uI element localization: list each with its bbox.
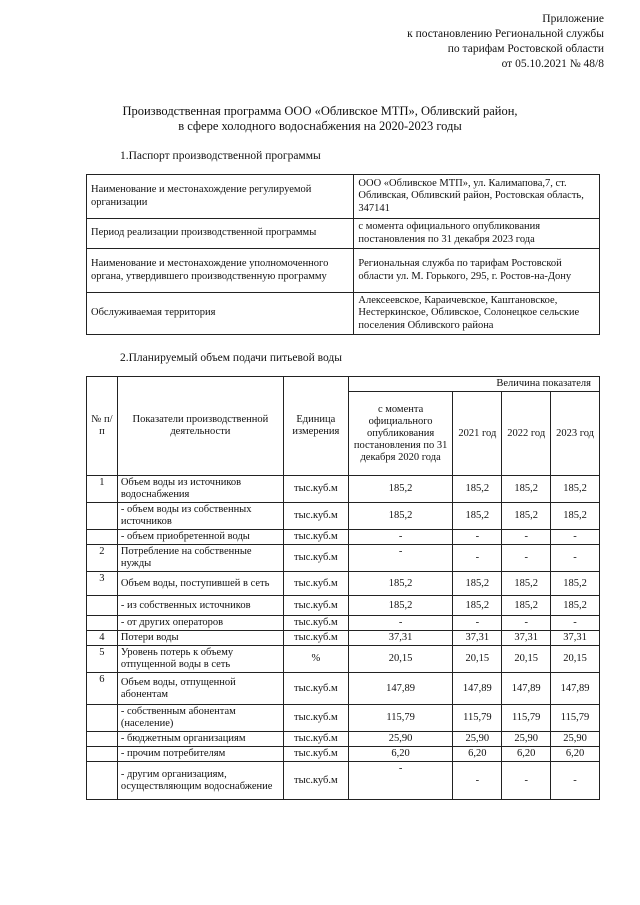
row-2021: 185,2 — [453, 596, 502, 616]
passport-row — [87, 175, 600, 219]
header-2023: 2023 год — [551, 392, 600, 476]
row-num: 3 — [87, 572, 118, 596]
row-2023: 185,2 — [551, 476, 600, 503]
row-2022: - — [502, 545, 551, 572]
row-2021: - — [453, 616, 502, 631]
row-2022: - — [502, 530, 551, 545]
table-row — [87, 631, 600, 646]
document-title — [0, 104, 640, 134]
row-unit: тыс.куб.м — [283, 530, 348, 545]
row-2023: 147,89 — [551, 673, 600, 705]
row-name: Объем воды, отпущенной абонентам — [117, 673, 283, 705]
table-row — [87, 673, 600, 705]
row-2021: 185,2 — [453, 476, 502, 503]
row-v0: 115,79 — [348, 705, 453, 732]
row-unit: тыс.куб.м — [283, 747, 348, 762]
row-2022: 147,89 — [502, 673, 551, 705]
row-v0: 185,2 — [348, 596, 453, 616]
row-unit: тыс.куб.м — [283, 631, 348, 646]
passport-row — [87, 219, 600, 249]
row-v0: 185,2 — [348, 476, 453, 503]
row-unit: тыс.куб.м — [283, 476, 348, 503]
row-name: Уровень потерь к объему отпущенной воды в сеть — [117, 646, 283, 673]
row-2022: 115,79 — [502, 705, 551, 732]
passport-row — [87, 293, 600, 335]
row-2023: 37,31 — [551, 631, 600, 646]
appendix-line-4: от 05.10.2021 № 48/8 — [501, 58, 604, 70]
table-row — [87, 572, 600, 596]
table-row — [87, 545, 600, 572]
passport-value: Региональная служба по тарифам Ростовской области ул. М. Горького, 295, г. Ростов-на-Дону — [354, 249, 600, 293]
row-v0: 6,20 — [348, 747, 453, 762]
row-2023: 115,79 — [551, 705, 600, 732]
row-2021: 37,31 — [453, 631, 502, 646]
row-2022: 20,15 — [502, 646, 551, 673]
passport-value: Алексеевское, Караичевское, Каштановское, Нестеркинское, Обливское, Солонецкое сельские поселения Обливского района — [354, 293, 600, 335]
row-v0: - — [348, 762, 453, 800]
row-name: - от других операторов — [117, 616, 283, 631]
row-unit: тыс.куб.м — [283, 503, 348, 530]
table-row — [87, 762, 600, 800]
row-num: 4 — [87, 631, 118, 646]
row-2023: - — [551, 545, 600, 572]
water-volume-table — [86, 376, 600, 800]
row-unit: тыс.куб.м — [283, 673, 348, 705]
row-2022: 25,90 — [502, 732, 551, 747]
passport-label: Обслуживаемая территория — [87, 293, 354, 335]
row-num — [87, 503, 118, 530]
row-name: - другим организациям, осуществляющим водоснабжение — [117, 762, 283, 800]
row-num: 6 — [87, 673, 118, 705]
row-num — [87, 762, 118, 800]
row-2023: 185,2 — [551, 503, 600, 530]
appendix-line-1: Приложение — [542, 13, 604, 25]
row-2021: - — [453, 530, 502, 545]
row-name: - бюджетным организациям — [117, 732, 283, 747]
passport-label: Наименование и местонахождение регулируемой организации — [87, 175, 354, 219]
header-row — [87, 377, 600, 392]
row-2021: 147,89 — [453, 673, 502, 705]
table-row — [87, 705, 600, 732]
row-name: Потребление на собственные нужды — [117, 545, 283, 572]
row-2022: 185,2 — [502, 476, 551, 503]
row-name: - объем приобретенной воды — [117, 530, 283, 545]
row-name: Объем воды из источников водоснабжения — [117, 476, 283, 503]
row-unit: % — [283, 646, 348, 673]
passport-label: Наименование и местонахождение уполномоченного органа, утвердившего производственную программу — [87, 249, 354, 293]
header-2021: 2021 год — [453, 392, 502, 476]
row-name: - из собственных источников — [117, 596, 283, 616]
row-2023: 185,2 — [551, 596, 600, 616]
row-unit: тыс.куб.м — [283, 616, 348, 631]
row-num — [87, 596, 118, 616]
section-2-heading: 2.Планируемый объем подачи питьевой воды — [120, 352, 342, 364]
row-2023: 185,2 — [551, 572, 600, 596]
passport-row — [87, 249, 600, 293]
row-name: - объем воды из собственных источников — [117, 503, 283, 530]
row-v0: - — [348, 530, 453, 545]
passport-value: ООО «Обливское МТП», ул. Калимапова,7, ст. Обливская, Обливский район, Ростовская область, 347141 — [354, 175, 600, 219]
row-2022: 185,2 — [502, 572, 551, 596]
table-row — [87, 596, 600, 616]
row-v0: - — [348, 545, 453, 572]
row-num — [87, 616, 118, 631]
row-unit: тыс.куб.м — [283, 545, 348, 572]
row-name: - прочим потребителям — [117, 747, 283, 762]
appendix-block — [407, 12, 604, 72]
row-name: Объем воды, поступившей в сеть — [117, 572, 283, 596]
row-unit: тыс.куб.м — [283, 705, 348, 732]
row-2023: - — [551, 762, 600, 800]
row-2023: - — [551, 616, 600, 631]
row-num: 2 — [87, 545, 118, 572]
header-2022: 2022 год — [502, 392, 551, 476]
row-v0: 25,90 — [348, 732, 453, 747]
title-line-2: в сфере холодного водоснабжения на 2020-2023 годы — [178, 119, 462, 133]
passport-value: с момента официального опубликования постановления по 31 декабря 2023 года — [354, 219, 600, 249]
row-2021: - — [453, 545, 502, 572]
row-v0: 20,15 — [348, 646, 453, 673]
row-unit: тыс.куб.м — [283, 596, 348, 616]
passport-label: Период реализации производственной программы — [87, 219, 354, 249]
row-2021: 25,90 — [453, 732, 502, 747]
header-num: № п/п — [87, 377, 118, 476]
row-num — [87, 530, 118, 545]
row-2023: 20,15 — [551, 646, 600, 673]
table-row — [87, 530, 600, 545]
row-v0: 147,89 — [348, 673, 453, 705]
table-row — [87, 732, 600, 747]
table-row — [87, 747, 600, 762]
row-name: - собственным абонентам (население) — [117, 705, 283, 732]
header-unit: Единица измерения — [283, 377, 348, 476]
row-unit: тыс.куб.м — [283, 762, 348, 800]
table-row — [87, 503, 600, 530]
row-2022: 37,31 — [502, 631, 551, 646]
row-v0: - — [348, 616, 453, 631]
row-2022: - — [502, 616, 551, 631]
row-2021: 20,15 — [453, 646, 502, 673]
appendix-line-2: к постановлению Региональной службы — [407, 28, 604, 40]
row-unit: тыс.куб.м — [283, 572, 348, 596]
header-v0: с момента официального опубликования постановления по 31 декабря 2020 года — [348, 392, 453, 476]
row-num: 1 — [87, 476, 118, 503]
title-line-1: Производственная программа ООО «Обливское МТП», Обливский район, — [122, 104, 518, 118]
header-name: Показатели производственной деятельности — [117, 377, 283, 476]
table-row — [87, 616, 600, 631]
row-num — [87, 732, 118, 747]
table-row — [87, 476, 600, 503]
row-2021: 115,79 — [453, 705, 502, 732]
row-v0: 37,31 — [348, 631, 453, 646]
row-num — [87, 705, 118, 732]
row-unit: тыс.куб.м — [283, 732, 348, 747]
row-2022: 6,20 — [502, 747, 551, 762]
row-2021: 185,2 — [453, 503, 502, 530]
row-v0: 185,2 — [348, 572, 453, 596]
row-2023: 6,20 — [551, 747, 600, 762]
row-2022: 185,2 — [502, 596, 551, 616]
row-num — [87, 747, 118, 762]
section-1-heading: 1.Паспорт производственной программы — [120, 150, 321, 162]
row-2022: 185,2 — [502, 503, 551, 530]
header-value-group: Величина показателя — [348, 377, 599, 392]
row-v0: 185,2 — [348, 503, 453, 530]
row-2023: 25,90 — [551, 732, 600, 747]
row-2022: - — [502, 762, 551, 800]
row-2021: 185,2 — [453, 572, 502, 596]
row-2021: - — [453, 762, 502, 800]
passport-table — [86, 174, 600, 335]
row-name: Потери воды — [117, 631, 283, 646]
table-row — [87, 646, 600, 673]
table-body — [87, 476, 600, 800]
row-num: 5 — [87, 646, 118, 673]
row-2023: - — [551, 530, 600, 545]
appendix-line-3: по тарифам Ростовской области — [447, 43, 604, 55]
row-2021: 6,20 — [453, 747, 502, 762]
